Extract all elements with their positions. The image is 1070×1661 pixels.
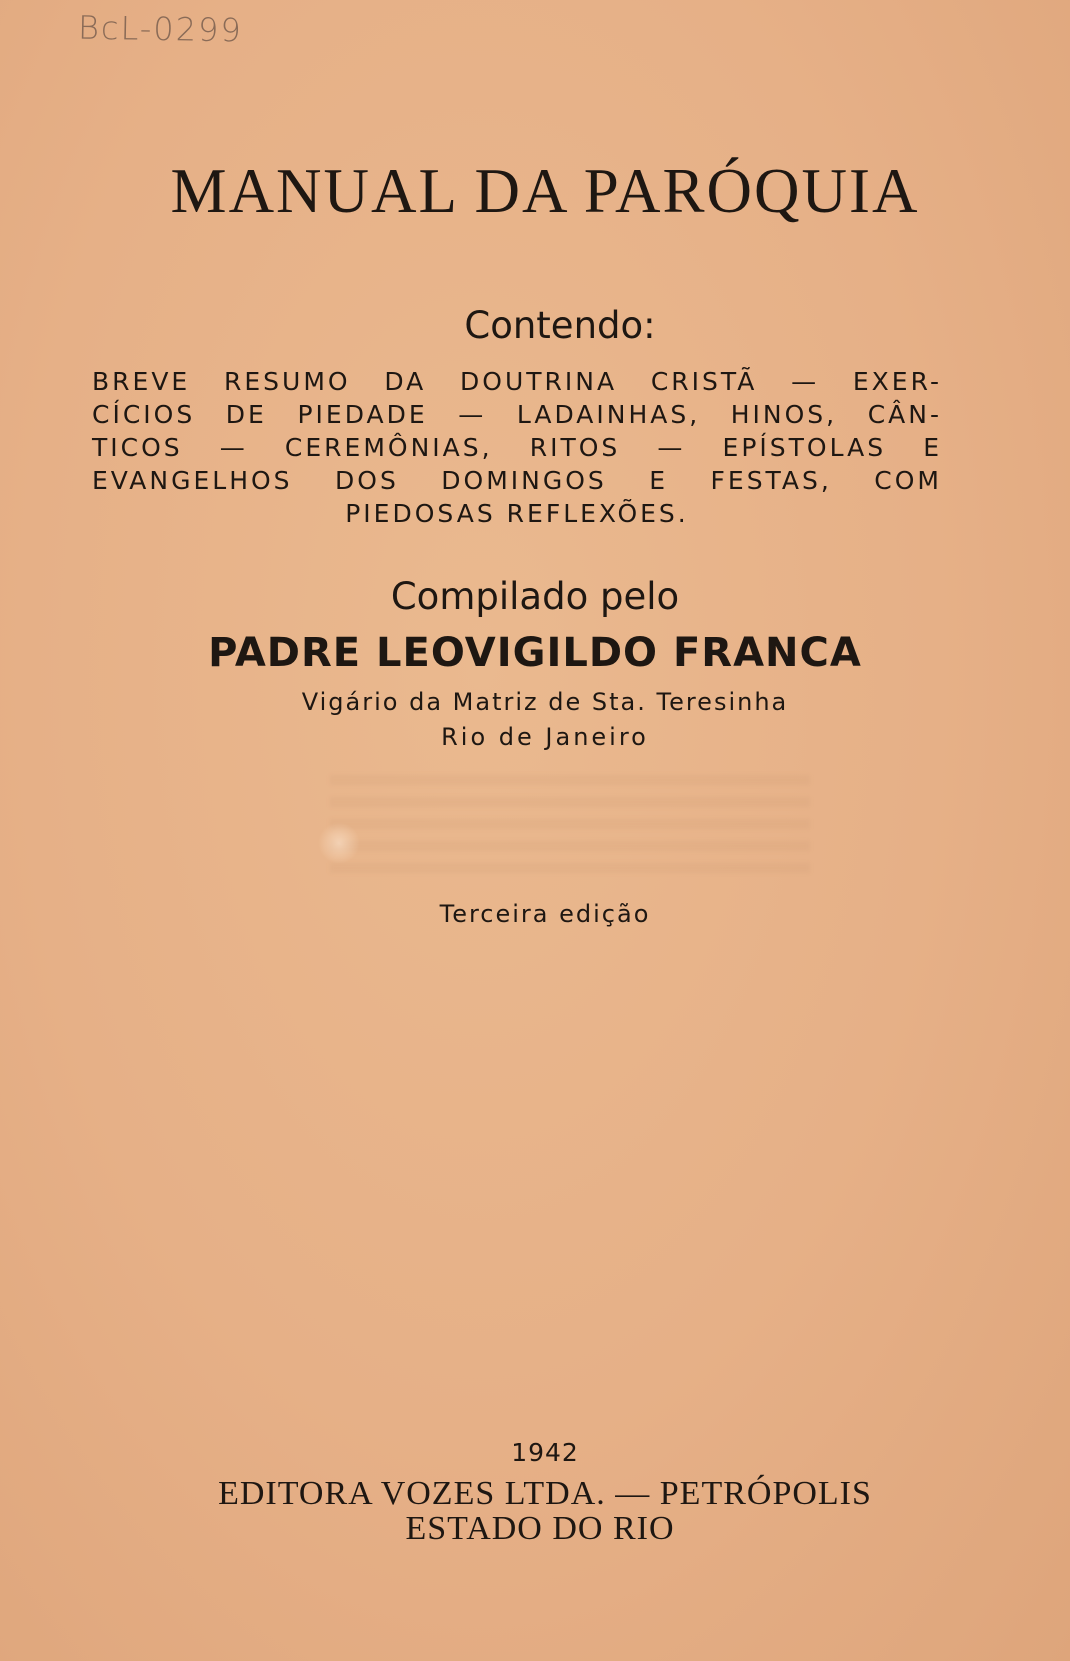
summary-line: PIEDOSAS REFLEXÕES. — [345, 499, 689, 528]
summary-line: BREVE RESUMO DA DOUTRINA CRISTÃ — EXER- — [92, 367, 942, 396]
shelfmark-annotation: BcL-0299 — [77, 8, 244, 50]
show-through-text — [330, 775, 810, 885]
edition-label: Terceira edição — [439, 900, 651, 928]
book-title: MANUAL DA PARÓQUIA — [170, 156, 920, 226]
publisher-state: ESTADO DO RIO — [405, 1510, 675, 1547]
publication-year: 1942 — [511, 1438, 579, 1467]
contents-summary — [92, 365, 942, 530]
summary-line: TICOS — CEREMÔNIAS, RITOS — EPÍSTOLAS E — [92, 433, 942, 462]
contents-heading: Contendo: — [464, 304, 656, 347]
compiled-by-label: Compilado pelo — [390, 575, 680, 618]
publisher-line: EDITORA VOZES LTDA. — PETRÓPOLIS — [218, 1475, 872, 1512]
paper-stain — [318, 822, 360, 864]
author-role: Vigário da Matriz de Sta. Teresinha — [301, 688, 789, 716]
author-name: PADRE LEOVIGILDO FRANCA — [208, 630, 862, 676]
summary-line: EVANGELHOS DOS DOMINGOS E FESTAS, COM — [92, 466, 942, 495]
author-city: Rio de Janeiro — [441, 723, 649, 751]
summary-line: CÍCIOS DE PIEDADE — LADAINHAS, HINOS, CÂN- — [92, 400, 942, 429]
